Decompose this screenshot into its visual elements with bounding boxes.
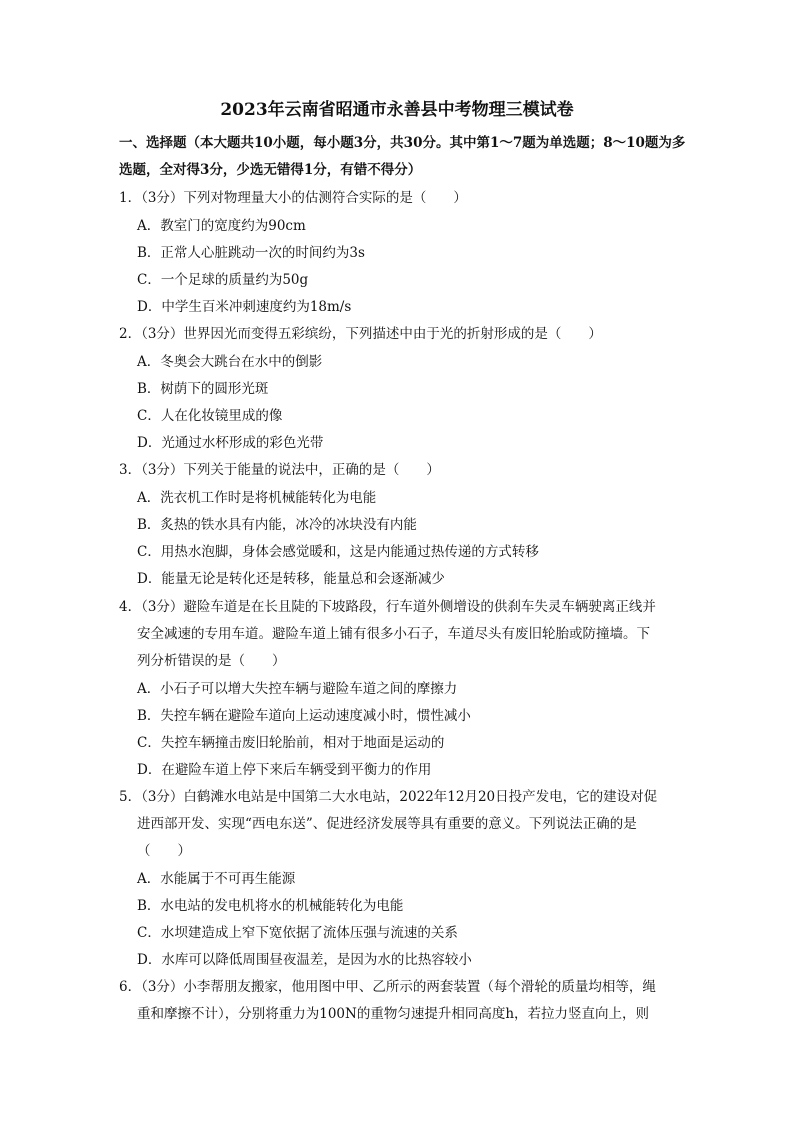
question-6-stem-line-2: 重和摩擦不计），分别将重力为100N的重物匀速提升相同高度h，若拉力竖直向上，则: [137, 1006, 650, 1022]
question-1-option-c: C．一个足球的质量约为50g: [137, 272, 309, 288]
question-4-option-c: C．失控车辆撞击废旧轮胎前，相对于地面是运动的: [137, 735, 445, 751]
question-2-option-b: B．树荫下的圆形光斑: [137, 381, 269, 397]
question-4-option-b: B．失控车辆在避险车道向上运动速度减小时，惯性减小: [137, 708, 471, 724]
question-2-option-c: C．人在化妆镜里成的像: [137, 408, 283, 424]
question-4-stem-line-2: 安全减速的专用车道。避险车道上铺有很多小石子，车道尽头有废旧轮胎或防撞墙。下: [137, 626, 650, 642]
question-1-option-a: A．教室门的宽度约为90cm: [137, 218, 306, 234]
question-3-option-c: C．用热水泡脚，身体会感觉暖和，这是内能通过热传递的方式转移: [137, 544, 539, 560]
question-5-stem-line-2: 进西部开发、实现“西电东送”、促进经济发展等具有重要的意义。下列说法正确的是: [137, 816, 637, 832]
question-5-option-b: B．水电站的发电机将水的机械能转化为电能: [137, 898, 404, 914]
question-3-option-d: D．能量无论是转化还是转移，能量总和会逐渐减少: [137, 571, 445, 587]
question-5-option-c: C．水坝建造成上窄下宽依据了流体压强与流速的关系: [137, 925, 458, 941]
question-3-stem: 3．（3分）下列关于能量的说法中，正确的是（ ）: [119, 462, 440, 478]
page-title: 2023年云南省昭通市永善县中考物理三模试卷: [220, 100, 574, 120]
question-3-option-a: A．洗衣机工作时是将机械能转化为电能: [137, 490, 377, 506]
question-5-stem-line-3: （ ）: [137, 843, 191, 859]
question-2-option-a: A．冬奥会大跳台在水中的倒影: [137, 354, 323, 370]
question-4-stem-line-1: 4．（3分）避险车道是在长且陡的下坡路段，行车道外侧增设的供刹车失灵车辆驶离正线并: [119, 599, 656, 615]
question-5-option-d: D．水库可以降低周围昼夜温差，是因为水的比热容较小: [137, 952, 472, 968]
question-1-option-d: D．中学生百米冲刺速度约为18m/s: [137, 299, 352, 315]
question-2-stem: 2．（3分）世界因光而变得五彩缤纷，下列描述中由于光的折射形成的是（ ）: [119, 326, 602, 342]
question-4-option-a: A．小石子可以增大失控车辆与避险车道之间的摩擦力: [137, 681, 458, 697]
question-4-option-d: D．在避险车道上停下来后车辆受到平衡力的作用: [137, 762, 432, 778]
section-heading: 一、选择题（本大题共10小题，每小题3分，共30分。其中第1～7题为单选题；8～10题为多选题，全对得3分，少选无错得1分，有错不得分）: [119, 135, 686, 178]
question-1-stem: 1．（3分）下列对物理量大小的估测符合实际的是（ ）: [119, 190, 467, 206]
question-2-option-d: D．光通过水杯形成的彩色光带: [137, 435, 324, 451]
question-6-stem-line-1: 6．（3分）小李帮朋友搬家，他用图中甲、乙所示的两套装置（每个滑轮的质量均相等，绳: [119, 979, 656, 995]
question-5-option-a: A．水能属于不可再生能源: [137, 871, 296, 887]
question-4-stem-line-3: 列分析错误的是（ ）: [137, 653, 286, 669]
question-5-stem-line-1: 5．（3分）白鹤滩水电站是中国第二大水电站，2022年12月20日投产发电，它的建设对促: [119, 789, 658, 805]
question-1-option-b: B．正常人心脏跳动一次的时间约为3s: [137, 245, 365, 261]
question-3-option-b: B．炙热的铁水具有内能，冰冷的冰块没有内能: [137, 517, 417, 533]
